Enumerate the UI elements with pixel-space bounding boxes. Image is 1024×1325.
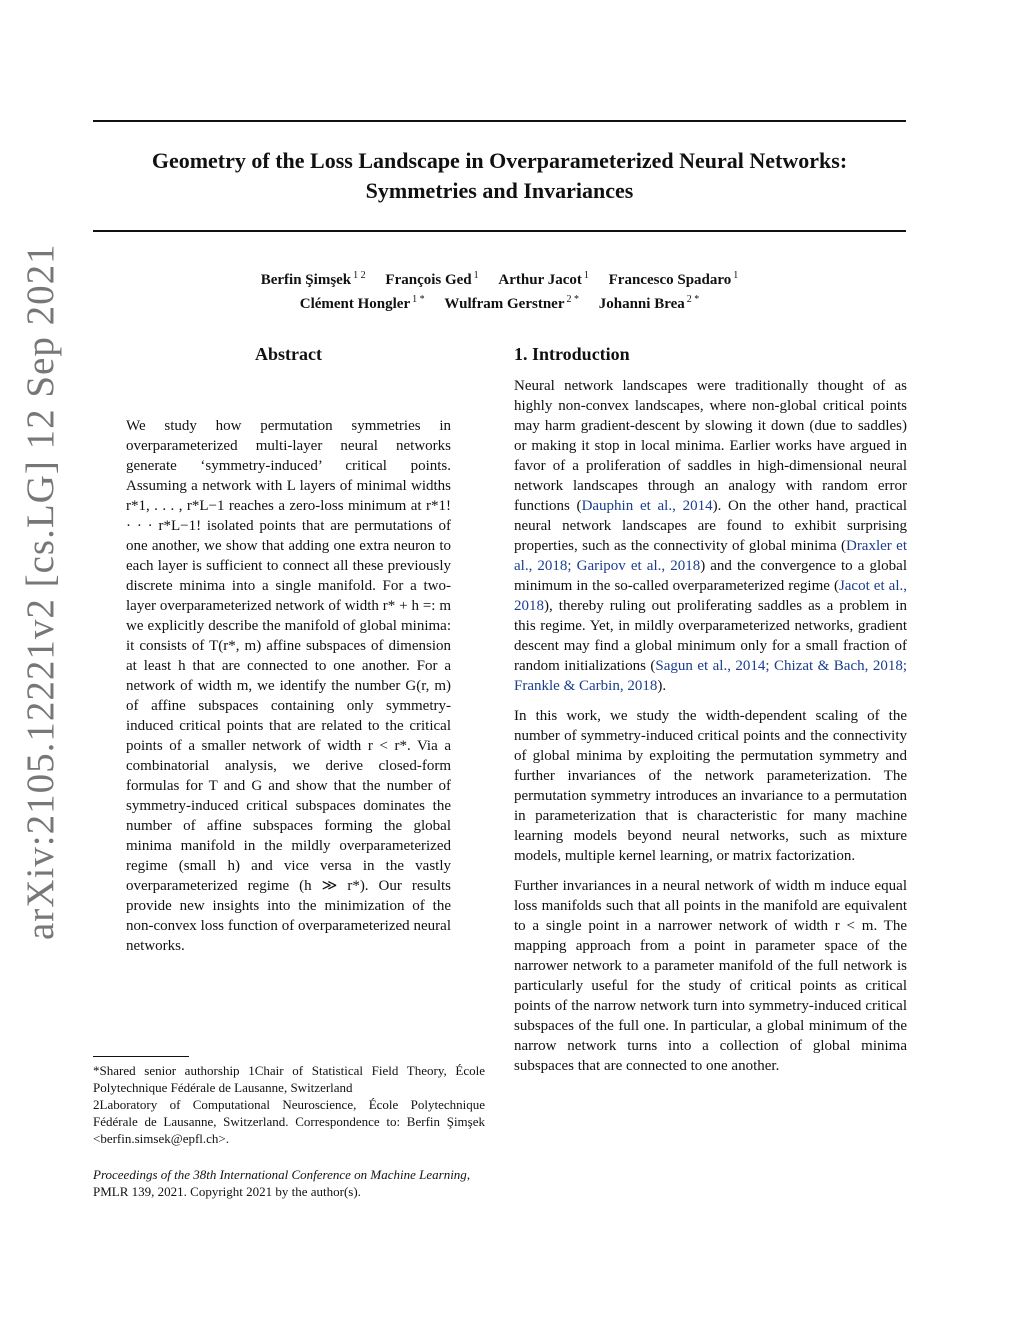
title-top-rule bbox=[93, 120, 906, 122]
paper-title bbox=[93, 146, 906, 206]
author: Francesco Spadaro $^1$ bbox=[608, 270, 739, 288]
title-line-2: Symmetries and Invariances bbox=[365, 178, 634, 203]
footnotes bbox=[93, 1062, 485, 1147]
proceedings-venue: Proceedings of the 38th International Conference on Machine Learning bbox=[93, 1167, 467, 1182]
footnote-affiliation-1: *Shared senior authorship 1Chair of Statistical Field Theory, École Polytechnique Fédérale de Lausanne, Switzerland bbox=[93, 1063, 485, 1095]
proceedings-copyright: , PMLR 139, 2021. Copyright 2021 by the author(s). bbox=[93, 1167, 471, 1199]
citation-link[interactable]: Sagun et al., 2014; Chizat & Bach, 2018; Frankle & Carbin, 2018 bbox=[514, 658, 907, 694]
abstract-text: We study how permutation symmetries in overparameterized multi-layer neural networks generate ‘symmetry-induced’ critical points. Assuming a network with L layers of minimal widths r*1, . . . , r*L−1 reaches a zero-loss minimum at r*1! · · · r*L−1! isolated points that are permutations of one another, we show that adding one extra neuron to each layer is sufficient to connect all these previously discrete minima into a single manifold. For a two-layer overparameterized network of width r* + h =: m we explicitly describe the manifold of global minima: it consists of T(r*, m) affine subspaces of dimension at least h that are connected to one another. For a network of width m, we identify the number G(r, m) of affine subspaces containing only symmetry-induced critical points that are related to the critical points of a smaller network of width r < r*. Via a combinatorial analysis, we derive closed-form formulas for T and G and show that the number of symmetry-induced critical subspaces dominates the number of affine subspaces forming the global minima manifold in the mildly overparameterized regime (small h) and vice versa in the vastly overparameterized regime (h ≫ r*). Our results provide new insights into the minimization of the non-convex loss function of overparameterized neural networks. bbox=[126, 418, 451, 954]
title-bottom-rule bbox=[93, 230, 906, 232]
abstract-heading: Abstract bbox=[255, 344, 322, 364]
introduction-heading: 1. Introduction bbox=[514, 344, 630, 364]
footnote-rule bbox=[93, 1056, 189, 1057]
author: François Ged $^1$ bbox=[385, 270, 479, 288]
citation-link[interactable]: Jacot et al., 2018 bbox=[514, 578, 907, 614]
citation-link[interactable]: Dauphin et al., 2014 bbox=[581, 498, 713, 514]
intro-paragraph-1: Neural network landscapes were traditionally thought of as highly non-convex landscapes, where non-global critical points may harm gradient-descent by slowing it down (due to saddles) or making it stop in local minima. Earlier works have argued in favor of a proliferation of saddles in high-dimensional neural network landscapes through an analogy with random error functions (Dauphin et al., 2014). On the other hand, practical neural network landscapes are found to exhibit surprising properties, such as the connectivity of global minima (Draxler et al., 2018; Garipov et al., 2018) and the convergence to a global minimum in the so-called overparameterized regime (Jacot et al., 2018), thereby ruling out proliferating saddles as a problem in this regime. Yet, in mildly overparameterized networks, gradient descent may find a global minimum only for a small fraction of random initializations (Sagun et al., 2014; Chizat & Bach, 2018; Frankle & Carbin, 2018). bbox=[514, 378, 908, 694]
author: Berfin Şimşek $^{1 2}$ bbox=[260, 270, 366, 288]
author: Clément Hongler $^{1 *}$ bbox=[299, 294, 425, 312]
author: Arthur Jacot $^1$ bbox=[498, 270, 589, 288]
author-list bbox=[93, 266, 906, 314]
citation-link[interactable]: Draxler et al., 2018; Garipov et al., 2018 bbox=[514, 538, 907, 574]
intro-paragraph-3: Further invariances in a neural network of width m induce equal loss manifolds such that all points in the manifold are equivalent to a single point in a narrower network of width r < m. The mapping approach from a point in parameter space of the narrower network to a parameter manifold of the full network is particularly useful for the study of critical points as critical points of the narrow network turn into symmetry-induced critical subspaces of the full one. In particular, a global minimum of the narrow network turns into a collection of global minima subspaces that are connected to one another. bbox=[514, 878, 907, 1074]
footnote-affiliation-2: 2Laboratory of Computational Neuroscience, École Polytechnique Fédérale de Lausanne, Switzerland. Correspondence to: Berfin Şimşek <berfin.simsek@epfl.ch>. bbox=[93, 1097, 485, 1146]
author: Wulfram Gerstner $^{2 *}$ bbox=[444, 294, 579, 312]
arxiv-identifier-stamp: arXiv:2105.12221v2 [cs.LG] 12 Sep 2021 bbox=[19, 243, 62, 940]
intro-paragraph-2: In this work, we study the width-dependent scaling of the number of symmetry-induced critical points and the connectivity of global minima by exploiting the permutation symmetry and further invariances of the network parameterization. The permutation symmetry introduces an invariance to a permutation in parameterization that is characteristic for many machine learning models beyond neural networks, such as mixture models, multiple kernel learning, or matrix factorization. bbox=[514, 708, 907, 864]
title-line-1: Geometry of the Loss Landscape in Overparameterized Neural Networks: bbox=[151, 148, 848, 173]
author: Johanni Brea $^{2 *}$ bbox=[598, 294, 700, 312]
proceedings-notice bbox=[93, 1166, 485, 1200]
introduction-body bbox=[514, 376, 907, 1086]
